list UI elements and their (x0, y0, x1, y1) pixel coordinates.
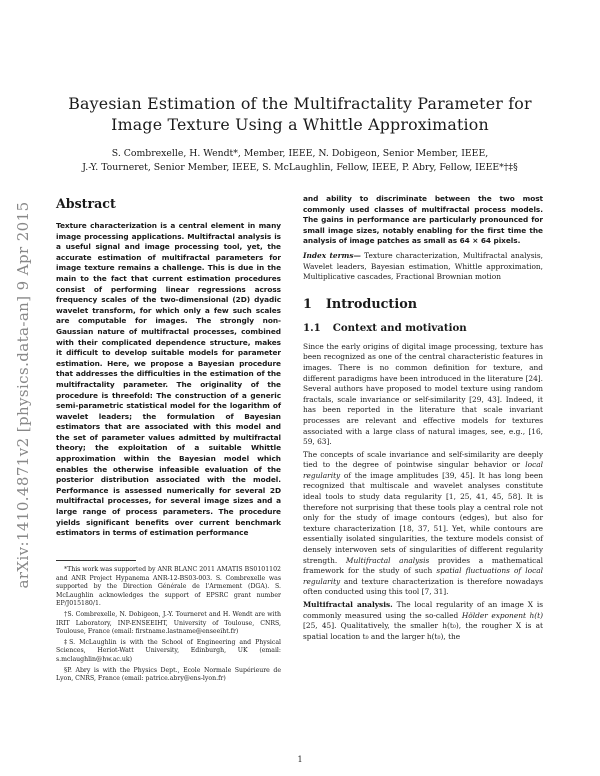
author-block (40, 147, 560, 175)
para3-italic: Hölder exponent h(t) (461, 610, 543, 620)
para2-text-d: and texture characterization is therefore nowadays often conducted using this tool [7, 31]. (303, 576, 543, 597)
section-number: 1 (303, 296, 312, 312)
paragraph-2 (303, 450, 543, 598)
abstract-text: Texture characterization is a central element in many image processing applications. Multifractal analysis is a useful signal and image processing tool, yet, the accurate estimation of multifractal parameters for image texture remains a challenge. This is due in the main to the fact that current estimation procedures consist of performing linear regressions across frequency scales of the two-dimensional (2D) dyadic wavelet transform, for which only a few such scales are computable for images. The strongly non-Gaussian nature of multifractal processes, combined with their complicated dependence structure, makes it difficult to develop suitable models for parameter estimation. Here, we propose a Bayesian procedure that addresses the difficulties in the estimation of the multifractality parameter. The originality of the procedure is threefold: The construction of a generic semi-parametric statistical model for the logarithm of wavelet leaders; the formulation of Bayesian estimators that are associated with this model and the set of parameter values admitted by multifractal theory; the exploitation of a suitable Whittle approximation within the Bayesian model which enables the otherwise infeasible evaluation of the posterior distribution associated with the model. Performance is assessed numerically for several 2D multifractal processes, for several image sizes and a large range of process parameters. The procedure yields significant benefits over current benchmark estimators in terms of estimation performance (56, 221, 281, 538)
index-terms-list: Texture characterization, Multifractal analysis, Wavelet leaders, Bayesian estimation, Whittle approximation, Multiplicative cascades, Fractional Brownian motion (303, 250, 543, 282)
subsection-title: Context and motivation (332, 321, 467, 334)
para2-text-c: provides a mathematical framework for the study of such (303, 555, 544, 576)
authors-line-1: S. Combrexelle, H. Wendt*, Member, IEEE, N. Dobigeon, Senior Member, IEEE, (111, 148, 489, 159)
subsection-heading (303, 322, 543, 334)
page-number: 1 (297, 755, 303, 764)
footnote-rule (56, 560, 136, 561)
para3-text-b: [25, 45]. Qualitatively, the smaller h(t₀), the rougher X is at spatial location t₀ and the larger h(t₀), the (303, 621, 543, 641)
para2-italic-3: spatial fluctuations of local regularity (303, 566, 544, 586)
title-line-1: Bayesian Estimation of the Multifractality Parameter for (68, 94, 532, 113)
footnote-funding: *This work was supported by ANR BLANC 2011 AMATIS BS0101102 and ANR Project Hypanema ANR-12-BS03-003. S. Combrexelle was supported by the Direction Générale de l'Armement (DGA). S. McLaughlin acknowledges the support of EPSRC grant number EP/J015180/1. (56, 566, 281, 608)
para3-text-a: The local regularity of an image X is commonly measured using the so-called (303, 600, 543, 620)
footnote-affiliation-hw: ‡S. McLaughlin is with the School of Engineering and Physical Sciences, Heriot-Watt University, Edinburgh, UK (email: s.mclaughlin@hw.ac.uk) (56, 638, 281, 663)
para2-text-a: The concepts of scale invariance and self-similarity are deeply tied to the degree of pointwise singular behavior or (303, 449, 543, 470)
footnote-affiliation-ens: §P. Abry is with the Physics Dept., Ecole Normale Supérieure de Lyon, CNRS, France (email: patrice.abry@ens-lyon.fr) (56, 666, 281, 683)
section-heading (303, 297, 543, 312)
abstract-continuation: and ability to discriminate between the two most commonly used classes of multifractal process models. The gains in performance are particularly pronounced for small image sizes, notably enabling for the first time the analysis of image patches as small as 64 × 64 pixels. (303, 194, 543, 246)
right-column (303, 194, 543, 644)
arxiv-stamp-text: arXiv:1410.4871v2 [physics.data-an] 9 Apr 2015 (14, 201, 32, 589)
section-title: Introduction (325, 296, 418, 312)
footnote-affiliation-irit: †S. Combrexelle, N. Dobigeon, J.-Y. Tourneret and H. Wendt are with IRIT Laboratory, INP-ENSEEIHT, University of Toulouse, CNRS, Toulouse, France (email: firstname.lastname@enseeiht.fr) (56, 610, 281, 636)
paper-title (40, 93, 560, 135)
para2-italic-2: Multifractal analysis (345, 555, 430, 565)
authors-line-2: J.-Y. Tourneret, Senior Member, IEEE, S. McLaughlin, Fellow, IEEE, P. Abry, Fellow, IEEE*†‡§ (82, 162, 518, 173)
para2-italic-1: local regularity (303, 460, 543, 480)
title-line-2: Image Texture Using a Whittle Approximation (111, 115, 489, 134)
para2-text-b: of the image amplitudes [39, 45]. It has long been recognized that multiscale and wavelet analyses constitute ideal tools to study data regularity [1, 25, 41, 45, 58]. It is therefore not surprising that these tools play a central role not only for the study of image contours (edges), but also for texture characterization [18, 37, 51]. Yet, while contours are essentially isolated singularities, the texture models consist of densely interwoven sets of singularities of different regularity strength. (303, 470, 543, 565)
index-terms (303, 251, 543, 283)
paragraph-3 (303, 600, 543, 642)
para3-run-in-heading: Multifractal analysis. (303, 600, 393, 609)
left-column (56, 194, 281, 539)
subsection-number: 1.1 (303, 321, 321, 334)
footnotes (56, 566, 281, 686)
arxiv-stamp (6, 200, 40, 590)
index-terms-label: Index terms— (303, 250, 361, 260)
abstract-heading: Abstract (56, 196, 116, 211)
paragraph-1: Since the early origins of digital image processing, texture has been recognized as one of the central characteristic features in images. There is no common definition for texture, and different paradigms have been introduced in the literature [24]. Several authors have proposed to model texture using random fractals, scale invariance or self-similarity [29, 43]. Indeed, it has been reported in the literature that scale invariant processes are relevant and effective models for textures associated with a large class of natural images, see, e.g., [16, 59, 63]. (303, 341, 544, 447)
